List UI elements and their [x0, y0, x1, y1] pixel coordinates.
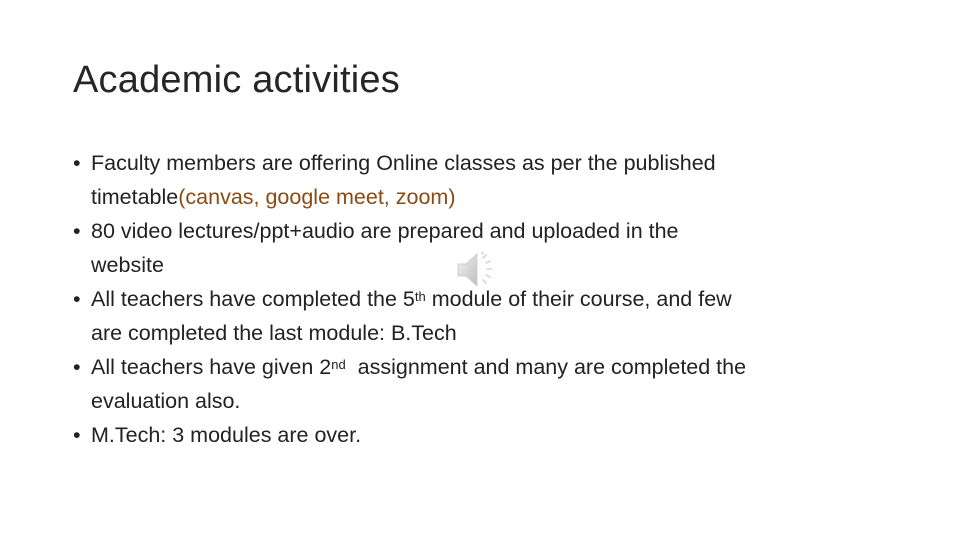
bullet-marker: • — [73, 423, 81, 447]
bullet-item — [73, 350, 903, 418]
bullet-marker: • — [73, 355, 81, 379]
bullet-item — [73, 282, 903, 350]
text-part: All teachers have given 2 — [91, 355, 332, 379]
bullet-continuation: evaluation also. — [91, 389, 241, 413]
bullet-text: 80 video lectures/ppt+audio are prepared and uploaded in the — [91, 219, 679, 243]
bullet-item — [73, 418, 903, 453]
bullet-continuation: website — [91, 253, 164, 277]
bullet-text: timetable — [91, 185, 179, 209]
text-part: All teachers have completed the 5 — [91, 287, 415, 311]
superscript: th — [414, 289, 426, 304]
bullet-text: M.Tech: 3 modules are over. — [91, 423, 362, 447]
bullet-continuation: are completed the last module: B.Tech — [91, 321, 457, 345]
slide-title: Academic activities — [73, 59, 400, 101]
bullet-list — [73, 146, 903, 453]
bullet-continuation — [91, 181, 903, 214]
bullet-item — [73, 146, 903, 214]
bullet-text: Faculty members are offering Online classes as per the published — [91, 151, 716, 175]
bullet-marker: • — [73, 287, 81, 311]
highlight-text: (canvas, google meet, zoom) — [178, 185, 456, 209]
superscript: nd — [331, 357, 346, 372]
bullet-marker: • — [73, 151, 81, 175]
text-part: module of their course, and few — [425, 287, 732, 311]
text-part: assignment and many are completed the — [345, 355, 747, 379]
bullet-marker: • — [73, 219, 81, 243]
speaker-icon[interactable] — [455, 250, 503, 290]
bullet-text — [91, 350, 903, 385]
